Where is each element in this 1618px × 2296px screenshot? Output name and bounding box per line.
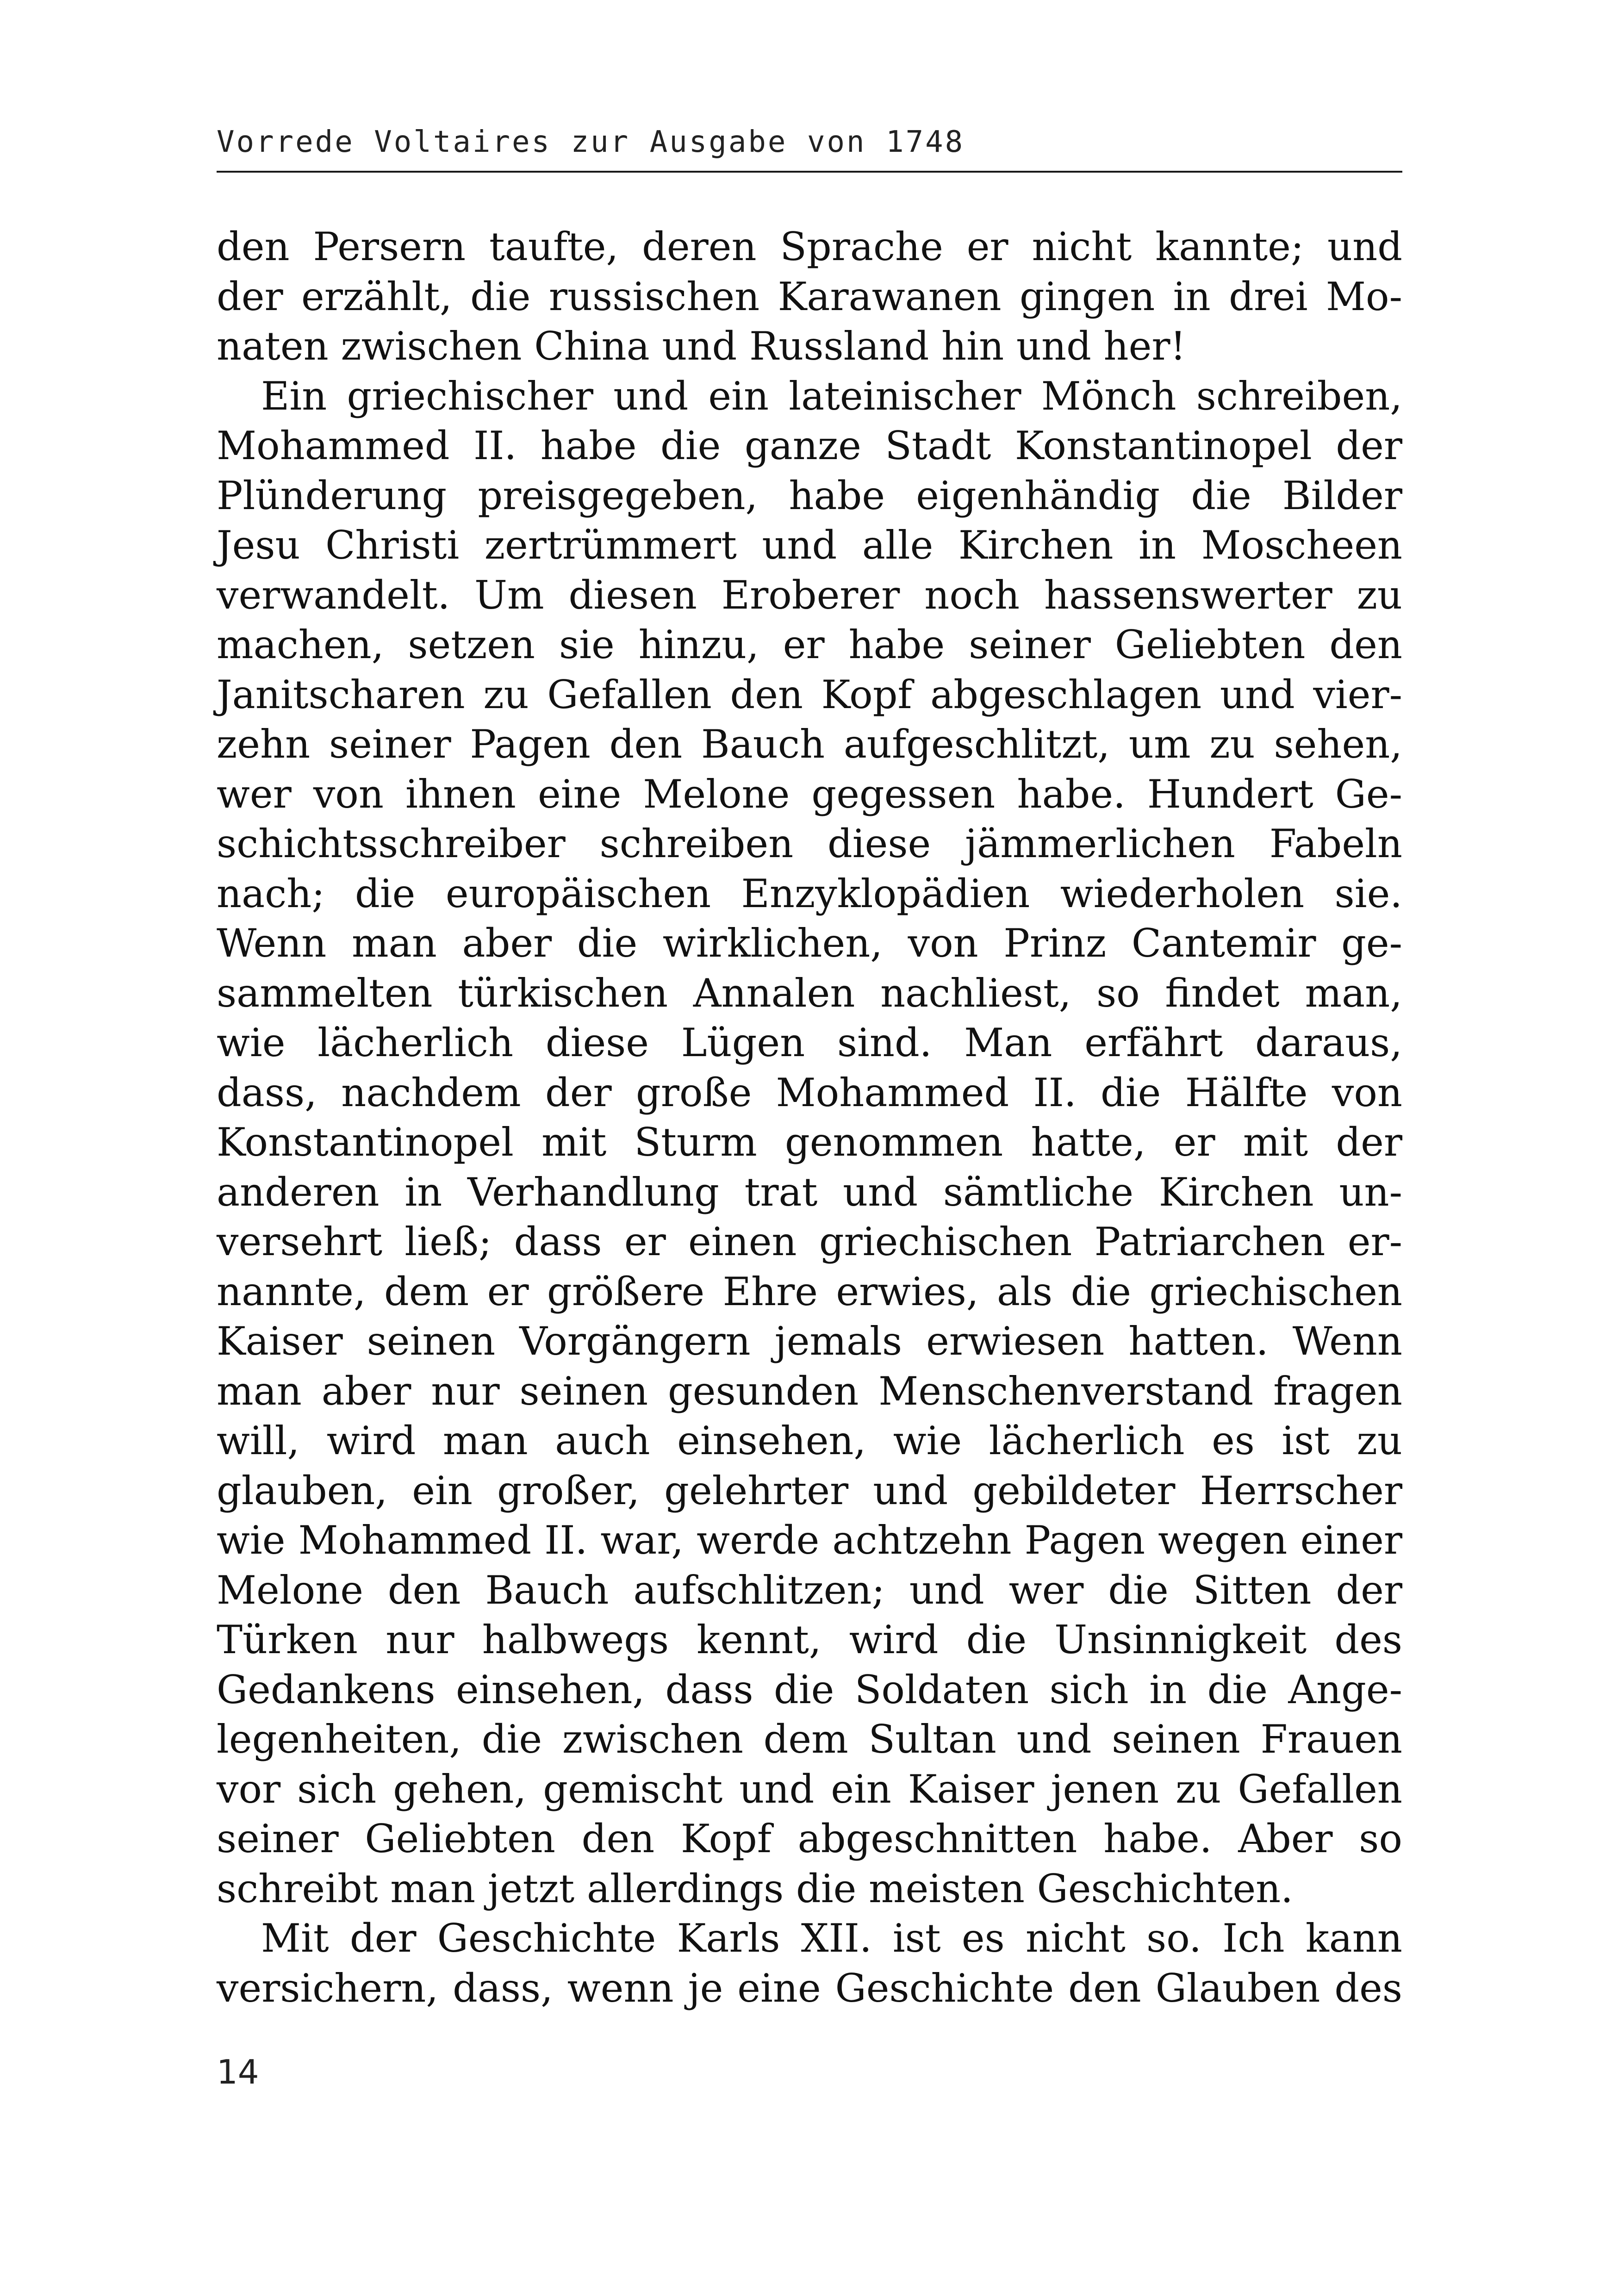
text-line: machen, setzen sie hinzu, er habe seiner Geliebten den xyxy=(217,622,1402,667)
text-line: wie lächerlich diese Lügen sind. Man erfährt daraus, xyxy=(217,1020,1402,1065)
text-line: wer von ihnen eine Melone gegessen habe. Hundert Ge- xyxy=(217,771,1402,817)
text-line: dass, nachdem der große Mohammed II. die Hälfte von xyxy=(217,1070,1402,1115)
text-line: versehrt ließ; dass er einen griechischen Patriarchen er- xyxy=(217,1219,1402,1264)
text-line: Melone den Bauch aufschlitzen; und wer die Sitten der xyxy=(217,1567,1402,1613)
text-line: versichern, dass, wenn je eine Geschichte den Glauben des xyxy=(217,1965,1402,2011)
text-line: nannte, dem er größere Ehre erwies, als die griechischen xyxy=(217,1269,1402,1314)
text-line: Plünderung preisgegeben, habe eigenhändig die Bilder xyxy=(217,473,1402,518)
text-line: Kaiser seinen Vorgängern jemals erwiesen hatten. Wenn xyxy=(217,1319,1402,1364)
text-line: Gedankens einsehen, dass die Soldaten sich in die Ange- xyxy=(217,1667,1402,1712)
text-line: man aber nur seinen gesunden Menschenverstand fragen xyxy=(217,1368,1402,1414)
text-line: vor sich gehen, gemischt und ein Kaiser jenen zu Gefallen xyxy=(217,1766,1402,1812)
text-line: Janitscharen zu Gefallen den Kopf abgeschlagen und vier- xyxy=(217,672,1402,717)
text-line: legenheiten, die zwischen dem Sultan und seinen Frauen xyxy=(217,1717,1402,1762)
header-rule xyxy=(217,171,1402,173)
text-line: naten zwischen China und Russland hin und her! xyxy=(217,324,1186,369)
text-line: Mohammed II. habe die ganze Stadt Konstantinopel der xyxy=(217,423,1402,468)
text-line: will, wird man auch einsehen, wie lächerlich es ist zu xyxy=(217,1418,1402,1463)
body-text xyxy=(217,222,1402,2013)
text-line: seiner Geliebten den Kopf abgeschnitten habe. Aber so xyxy=(217,1816,1402,1861)
running-head: Vorrede Voltaires zur Ausgabe von 1748 xyxy=(217,125,965,159)
text-line: Wenn man aber die wirklichen, von Prinz Cantemir ge- xyxy=(217,921,1402,966)
text-line: schreibt man jetzt allerdings die meisten Geschichten. xyxy=(217,1866,1293,1911)
text-line: anderen in Verhandlung trat und sämtliche Kirchen un- xyxy=(217,1169,1402,1215)
text-line: glauben, ein großer, gelehrter und gebildeter Herrscher xyxy=(217,1468,1402,1513)
text-line: verwandelt. Um diesen Eroberer noch hassenswerter zu xyxy=(217,572,1402,618)
text-line: sammelten türkischen Annalen nachliest, so findet man, xyxy=(217,970,1402,1016)
text-line: Ein griechischer und ein lateinischer Mönch schreiben, xyxy=(261,373,1402,419)
text-line: der erzählt, die russischen Karawanen gingen in drei Mo- xyxy=(217,274,1402,319)
text-line: den Persern taufte, deren Sprache er nicht kannte; und xyxy=(217,224,1402,269)
text-line: Türken nur halbwegs kennt, wird die Unsinnigkeit des xyxy=(217,1617,1402,1662)
text-line: Jesu Christi zertrümmert und alle Kirchen in Moscheen xyxy=(217,523,1402,568)
text-line: schichtsschreiber schreiben diese jämmerlichen Fabeln xyxy=(217,821,1402,866)
text-line: Mit der Geschichte Karls XII. ist es nicht so. Ich kann xyxy=(261,1916,1402,1961)
text-line: nach; die europäischen Enzyklopädien wiederholen sie. xyxy=(217,871,1402,916)
text-line: Konstantinopel mit Sturm genommen hatte, er mit der xyxy=(217,1120,1402,1165)
text-line: wie Mohammed II. war, werde achtzehn Pagen wegen einer xyxy=(217,1518,1402,1563)
page-number: 14 xyxy=(217,2053,259,2091)
text-line: zehn seiner Pagen den Bauch aufgeschlitzt, um zu sehen, xyxy=(217,722,1402,767)
